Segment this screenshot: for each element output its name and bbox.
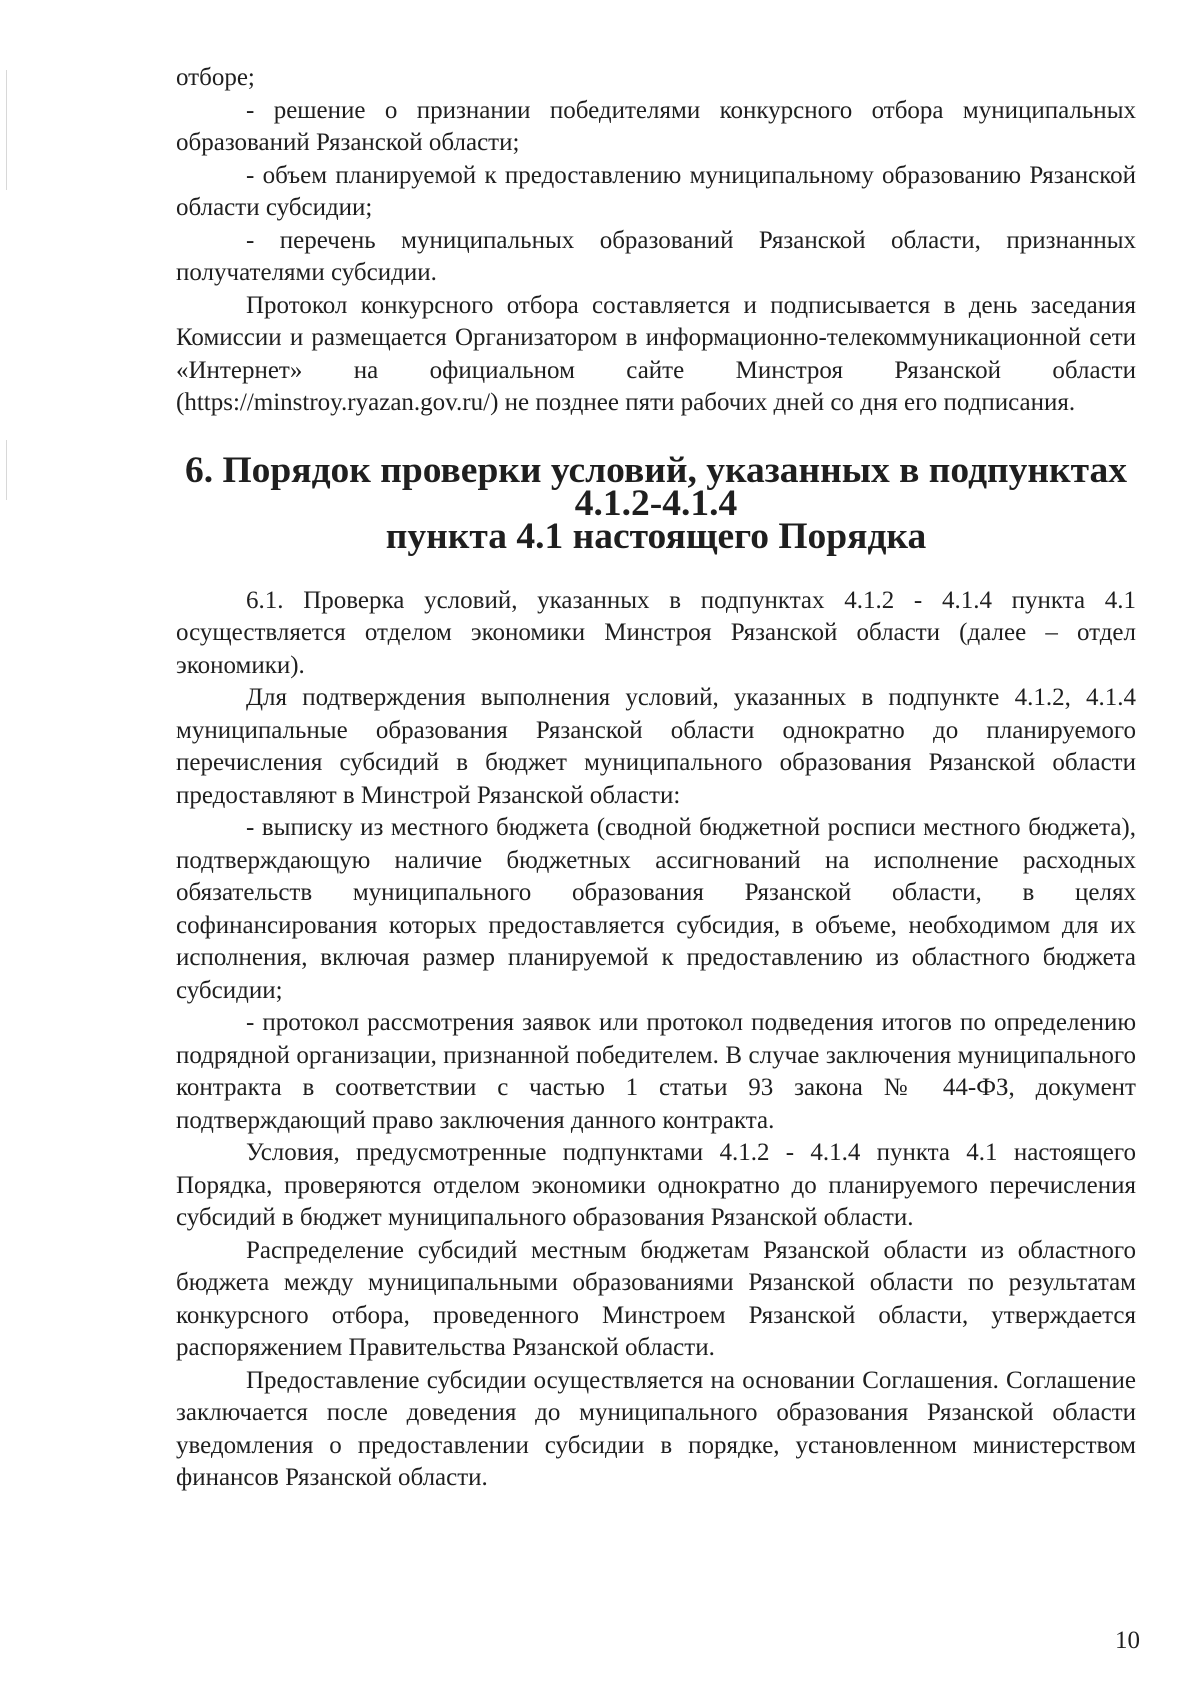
list-item-budget-extract: - выписку из местного бюджета (сводной бюджетной росписи местного бюджета), подтверждающую наличие бюджетных ассигнований на исполнение расходных обязательств муниципального образования Рязанской области, в целях софинансирования которых предоставляется субсидия, в объеме, необходимом для их исполнения, включая размер планируемой к предоставлению из областного бюджета субсидии;: [176, 814, 1136, 1004]
page-number: 10: [1115, 1627, 1140, 1654]
section-heading: [176, 449, 1136, 557]
list-item-subsidy-volume: - объем планируемой к предоставлению муниципальному образованию Рязанской области субсидии;: [176, 161, 1136, 221]
document-page: [176, 62, 1136, 1495]
section-heading-line-2: пункта 4.1 настоящего Порядка: [385, 515, 927, 557]
paragraph-conditions-check: Условия, предусмотренные подпунктами 4.1.2 - 4.1.4 пункта 4.1 настоящего Порядка, проверяются отделом экономики однократно до планируемого перечисления субсидий в бюджет муниципального образования Рязанской области.: [176, 1139, 1136, 1231]
list-item-tender-protocol: - протокол рассмотрения заявок или протокол подведения итогов по определению подрядной организации, признанной победителем. В случае заключения муниципального контракта в соответствии с частью 1 статьи 93 закона № 44-ФЗ, документ подтверждающий право заключения данного контракта.: [176, 1009, 1136, 1134]
section-heading-line-1: 6. Порядок проверки условий, указанных в подпунктах 4.1.2-4.1.4: [185, 449, 1127, 524]
paragraph-protocol: Протокол конкурсного отбора составляется и подписывается в день заседания Комиссии и размещается Организатором в информационно-телекоммуникационной сети «Интернет» на официальном сайте Минстроя Рязанской области (https://minstroy.ryazan.gov.ru/) не позднее пяти рабочих дней со дня его подписания.: [176, 291, 1136, 416]
list-item-recipients: - перечень муниципальных образований Рязанской области, признанных получателями субсидии.: [176, 226, 1136, 286]
paragraph-continuation: отборе;: [176, 64, 255, 91]
paragraph-confirmation: Для подтверждения выполнения условий, указанных в подпункте 4.1.2, 4.1.4 муниципальные образования Рязанской области однократно до планируемого перечисления субсидий в бюджет муниципального образования Рязанской области предоставляют в Минстрой Рязанской области:: [176, 684, 1136, 809]
scan-edge-mark: [6, 440, 7, 500]
paragraph-6-1: 6.1. Проверка условий, указанных в подпунктах 4.1.2 - 4.1.4 пункта 4.1 осуществляется отделом экономики Минстроя Рязанской области (далее – отдел экономики).: [176, 586, 1136, 679]
paragraph-distribution: Распределение субсидий местным бюджетам Рязанской области из областного бюджета между муниципальными образованиями Рязанской области по результатам конкурсного отбора, проведенного Минстроем Рязанской области, утверждается распоряжением Правительства Рязанской области.: [176, 1236, 1136, 1361]
scan-edge-mark: [6, 70, 7, 190]
list-item-decision: - решение о признании победителями конкурсного отбора муниципальных образований Рязанской области;: [176, 96, 1136, 156]
paragraph-agreement: Предоставление субсидии осуществляется на основании Соглашения. Соглашение заключается после доведения до муниципального образования Рязанской области уведомления о предоставлении субсидии в порядке, установленном министерством финансов Рязанской области.: [176, 1366, 1136, 1491]
